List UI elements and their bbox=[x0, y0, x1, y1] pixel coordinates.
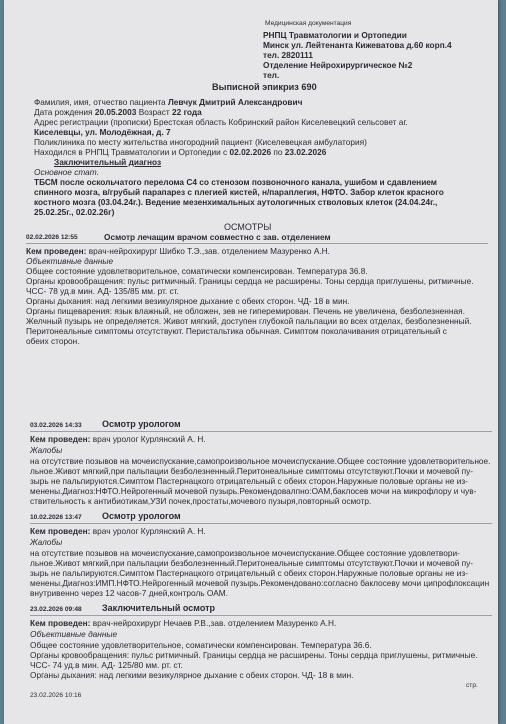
diagnosis-line: 25.02.25г., 02.02.26г) bbox=[34, 207, 115, 217]
exam-by-value: врач-нейрохирург Шибко Т.Э.,зав. отделением Мазуренко А.Н. bbox=[88, 246, 330, 256]
exam-title: Заключительный осмотр bbox=[102, 603, 215, 613]
exam-section: Объективные данные bbox=[26, 256, 114, 266]
exam-text-line: внутривенно через 12 часов-7 дней,контроль ОАМ. bbox=[30, 588, 228, 598]
exam-by-label: Кем проведен: bbox=[26, 246, 87, 256]
header-line: РНПЦ Травматологии и Ортопедии bbox=[263, 30, 407, 40]
patient-name-row bbox=[34, 97, 302, 107]
diagnosis-line: костного мозга (03.04.24г.). Ведение мезенхимальных аутологичных стволовых клеток (24.04.24г., bbox=[34, 197, 438, 207]
age-value: 22 года bbox=[172, 107, 202, 117]
patient-stay bbox=[34, 147, 326, 157]
patient-dob-row bbox=[34, 107, 202, 117]
exam-text-line: ЧСС- 78 уд.в мин. АД- 135/85 мм. рт. ст. bbox=[26, 286, 179, 296]
exam-text-line: менены.Диагноз:ИМП.НФТО.Нейрогенный мочевой пузырь.Рекомендовано:согласно баклосеву мочи ципрофлоксацин bbox=[30, 578, 490, 588]
header-line: тел. bbox=[263, 70, 280, 80]
header-line: Минск ул. Лейтенанта Кижеватова д.60 корп.4 bbox=[263, 40, 452, 50]
exam-datetime: 23.02.2026 09:48 bbox=[30, 606, 82, 613]
diagnosis-subheading: Основное стат. bbox=[34, 167, 99, 177]
footer-datetime: 23.02.2026 10:16 bbox=[30, 692, 82, 699]
exam-by-label: Кем проведен: bbox=[30, 434, 91, 444]
exam-text-line: на отсутствие позывов на мочеиспускание,самопроизвольное мочеиспускание.Общее состояние удовлетвори- bbox=[30, 548, 460, 558]
exam-text-line: Общее состояние удовлетворительное, соматически компенсирован. Температура 36.8. bbox=[26, 266, 368, 276]
document-page bbox=[4, 0, 498, 724]
header-line: Медицинская документация bbox=[265, 20, 352, 27]
exam-text-line: на отсутствие позывов на мочеиспускание,самопроизвольное мочеиспускание.Общее состояние удовлетворительное. bbox=[30, 456, 491, 466]
section-heading: ОСМОТРЫ bbox=[224, 222, 272, 232]
patient-address-line: Киселевцы, ул. Молодёжная, д. 7 bbox=[34, 127, 171, 137]
diagnosis-line: ТБСМ после оскольчатого перелома С4 со стенозом позвоночного канала, ушибом и сдавлением bbox=[34, 177, 437, 187]
divider bbox=[30, 615, 492, 616]
exam-text-line: ЧСС- 74 уд.в мин. АД- 125/80 мм. рт. ст. bbox=[30, 660, 183, 670]
patient-address-line: Адрес регистрации (прописки) Брестская область Кобринский район Киселевецкий сельсовет аг. bbox=[34, 117, 408, 127]
patient-clinic: Поликлиника по месту жительства иногородний пациент (Киселевецкая амбулатория) bbox=[34, 137, 367, 147]
divider bbox=[30, 523, 492, 524]
exam-text-line: ствительность к антибиотикам,УЗИ почек,простаты,мочевого пузыря,повторный осмотр. bbox=[30, 496, 372, 506]
exam-by bbox=[30, 526, 206, 536]
exam-text-line: Органы дыхания: над легкими везикулярное дыхание с обеих сторон. ЧД- 18 в мин. bbox=[26, 296, 350, 306]
dob-value: 20.05.2003 bbox=[94, 107, 137, 117]
exam-text-line: обеих сторон. bbox=[26, 336, 80, 346]
exam-by-label: Кем проведен: bbox=[30, 526, 91, 536]
age-label: Возраст bbox=[138, 107, 170, 117]
exam-section: Жалобы bbox=[30, 537, 63, 547]
exam-section: Объективные данные bbox=[30, 629, 118, 639]
exam-text-line: зырь не пальпируются.Симптом Пастернацкого отрицательный с обеих сторон.Наружные половые органы не из- bbox=[30, 568, 468, 578]
exam-text-line: Перитонеальные симптомы отсутствуют. Перистальтика обычная. Симптом поколачивания отрицательный с bbox=[26, 326, 447, 336]
exam-datetime: 02.02.2026 12:55 bbox=[26, 234, 78, 241]
dob-label: Дата рождения bbox=[34, 107, 93, 117]
exam-text-line: льное.Живот мягкий,при пальпации безболезненный.Перитонеальные симптомы отсутствуют.Почки и мочевой пу- bbox=[30, 466, 474, 476]
exam-by bbox=[30, 618, 336, 628]
exam-text-line: Органы дыхания: над легкими везикулярное дыхание с обеих сторон. ЧД- 18 в мин. bbox=[30, 670, 354, 680]
divider bbox=[26, 243, 488, 244]
exam-datetime: 10.02.2026 13:47 bbox=[30, 514, 82, 521]
exam-text-line: Общее состояние удовлетворительное, соматически компенсирован. Температура 36.6. bbox=[30, 640, 372, 650]
diagnosis-line: спинного мозга, в/грубый парапарез с плегией кистей, н/параплегия, НФТО. Забор клеток красного bbox=[34, 187, 444, 197]
stay-from: 02.02.2026 bbox=[229, 147, 272, 157]
page-number: стр. bbox=[466, 682, 478, 689]
divider bbox=[30, 431, 492, 432]
exam-text-line: Органы пищеварения: язык влажный, не обложен, зев не гиперемирован. Печень не увеличена, безболезненная. bbox=[26, 306, 465, 316]
stay-to: 23.02.2026 bbox=[284, 147, 327, 157]
patient-name-label: Фамилия, имя, отчество пациента bbox=[34, 97, 166, 107]
exam-by bbox=[26, 246, 330, 256]
exam-title: Осмотр урологом bbox=[102, 419, 181, 429]
exam-text-line: льное.Живот мягкий,при пальпации безболезненный.Перитонеальные симптомы отсутствуют.Почки и мочевой пу- bbox=[30, 558, 474, 568]
exam-by bbox=[30, 434, 206, 444]
exam-title: Осмотр урологом bbox=[102, 511, 181, 521]
page-title: Выписной эпикриз 690 bbox=[212, 82, 317, 92]
header-line: Отделение Нейрохирургическое №2 bbox=[263, 60, 413, 70]
exam-text-line: менены.Диагноз:НФТО.Нейрогенный мочевой пузырь.Рекомендовалпно:ОАМ,баклосев мочи на микрофлору и чув- bbox=[30, 486, 477, 496]
exam-by-value: врач-нейрохирург Нечаев Р.В.,зав. отделением Мазуренко А.Н. bbox=[92, 618, 337, 628]
exam-text-line: зырь не пальпируются.Симптом Пастернацкого отрицательный с обеих сторон.Наружные половые органы не из- bbox=[30, 476, 468, 486]
exam-by-value: врач уролог Курлянский А. Н. bbox=[92, 526, 206, 536]
header-line: тел. 2820111 bbox=[263, 50, 313, 60]
patient-name: Левчук Дмитрий Александрович bbox=[167, 97, 303, 107]
exam-title: Осмотр лечащим врачом совместно с зав. отделением bbox=[104, 232, 331, 242]
exam-by-value: врач уролог Курлянский А. Н. bbox=[92, 434, 206, 444]
exam-datetime: 03.02.2026 14:33 bbox=[30, 422, 82, 429]
exam-text-line: Органы кровообращения: пульс ритмичный. Границы сердца не расширены. Тоны сердца приглушены, ритмичные. bbox=[30, 650, 478, 660]
exam-text-line: Органы кровообращения: пульс ритмичный. Границы сердца не расширены. Тоны сердца приглушены, ритмичные. bbox=[26, 276, 474, 286]
exam-by-label: Кем проведен: bbox=[30, 618, 91, 628]
stay-mid: по bbox=[273, 147, 283, 157]
exam-section: Жалобы bbox=[30, 445, 63, 455]
exam-text-line: Желчный пузырь не определяется. Живот мягкий, доступен глубокой пальпации во всех отделах, безболезненный. bbox=[26, 316, 472, 326]
stay-prefix: Находился в РНПЦ Травматологии и Ортопедии с bbox=[34, 147, 228, 157]
diagnosis-heading: Заключительный диагноз bbox=[54, 157, 162, 167]
